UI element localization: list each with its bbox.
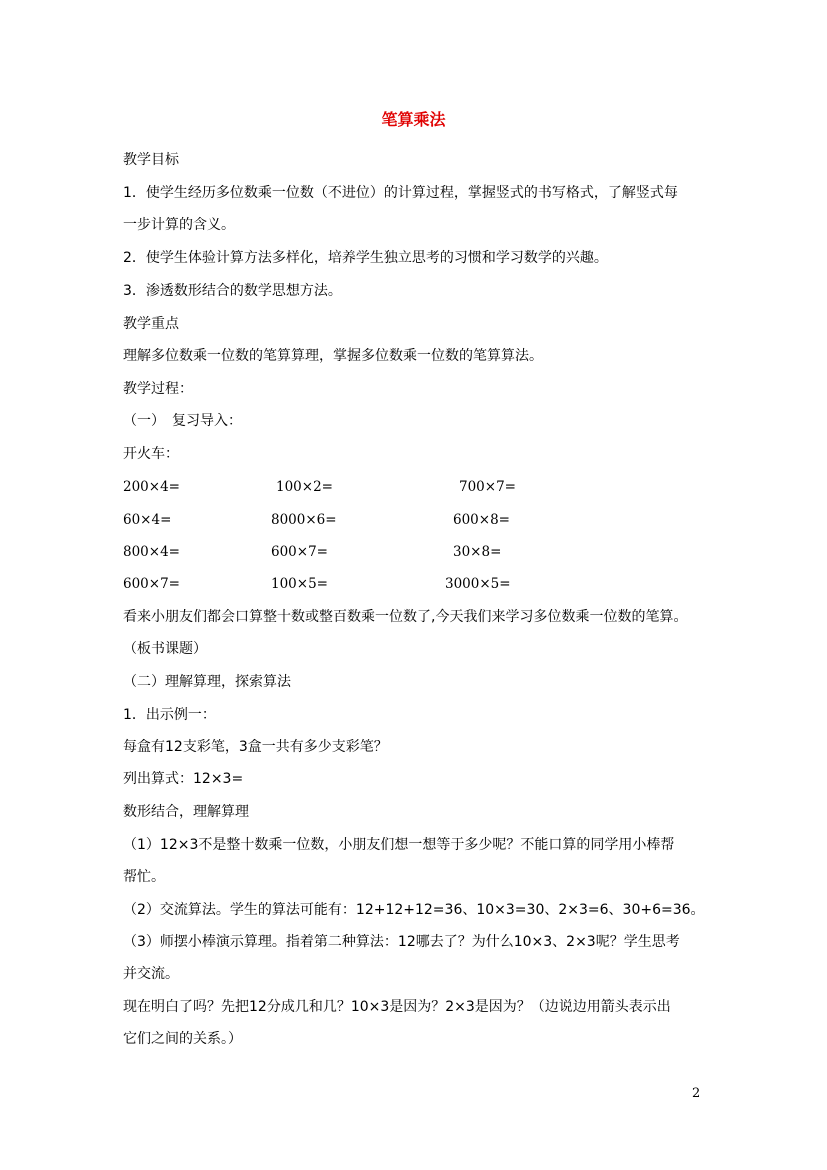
explanation-line-1: 现在明白了吗？先把12分成几和几？10×3是因为？2×3是因为？（边说边用箭头表示出 <box>123 999 671 1015</box>
drill-cell: 3000×5= <box>445 576 511 592</box>
drill-cell: 30×8= <box>453 544 502 560</box>
goal-2: 2．使学生体验计算方法多样化，培养学生独立思考的习惯和学习数学的兴趣。 <box>123 250 608 266</box>
step-1-line-2: 帮忙。 <box>123 869 165 885</box>
transition-text: 看来小朋友们都会口算整十数或整百数乘一位数了,今天我们来学习多位数乘一位数的笔算。 <box>123 609 688 625</box>
drill-cell: 600×7= <box>123 576 180 592</box>
drill-cell: 8000×6= <box>271 512 337 528</box>
drill-cell: 100×2= <box>276 479 333 495</box>
heading-process: 教学过程： <box>123 381 193 397</box>
drill-cell: 600×7= <box>271 544 328 560</box>
subheading-shape-number: 数形结合，理解算理 <box>123 804 249 820</box>
board-title-note: （板书课题） <box>123 641 207 657</box>
heading-teaching-goals: 教学目标 <box>123 152 179 168</box>
drill-cell: 800×4= <box>123 544 180 560</box>
example-one-problem: 每盒有12支彩笔，3盒一共有多少支彩笔？ <box>123 739 388 755</box>
drill-cell: 200×4= <box>123 479 180 495</box>
drill-cell: 60×4= <box>123 512 172 528</box>
step-2: （2）交流算法。学生的算法可能有：12+12+12=36、10×3=30、2×3=6、30+6=36。 <box>123 902 705 918</box>
goal-1-line-1: 1．使学生经历多位数乘一位数（不进位）的计算过程，掌握竖式的书写格式，了解竖式每 <box>123 185 678 201</box>
section-two-heading: （二）理解算理，探索算法 <box>123 674 291 690</box>
step-3-line-2: 并交流。 <box>123 966 179 982</box>
step-1-line-1: （1）12×3不是整十数乘一位数，小朋友们想一想等于多少呢？不能口算的同学用小棒帮 <box>123 837 675 853</box>
drill-cell: 700×7= <box>459 479 516 495</box>
drill-cell: 100×5= <box>271 576 328 592</box>
equation-line: 列出算式：12×3= <box>123 771 244 787</box>
train-game-label: 开火车： <box>123 446 179 462</box>
heading-key-points: 教学重点 <box>123 316 179 332</box>
section-one-heading: （一） 复习导入： <box>123 413 242 429</box>
page-title: 笔算乘法 <box>381 110 446 129</box>
goal-3: 3．渗透数形结合的数学思想方法。 <box>123 283 342 299</box>
explanation-line-2: 它们之间的关系。） <box>123 1031 242 1047</box>
goal-1-line-2: 一步计算的含义。 <box>123 217 235 233</box>
example-one-label: 1．出示例一： <box>123 707 216 723</box>
page-number: 2 <box>692 1086 701 1101</box>
key-point-text: 理解多位数乘一位数的笔算算理，掌握多位数乘一位数的笔算算法。 <box>123 348 543 364</box>
drill-cell: 600×8= <box>453 512 510 528</box>
step-3-line-1: （3）师摆小棒演示算理。指着第二种算法：12哪去了？为什么10×3、2×3呢？学生思考 <box>123 934 680 950</box>
